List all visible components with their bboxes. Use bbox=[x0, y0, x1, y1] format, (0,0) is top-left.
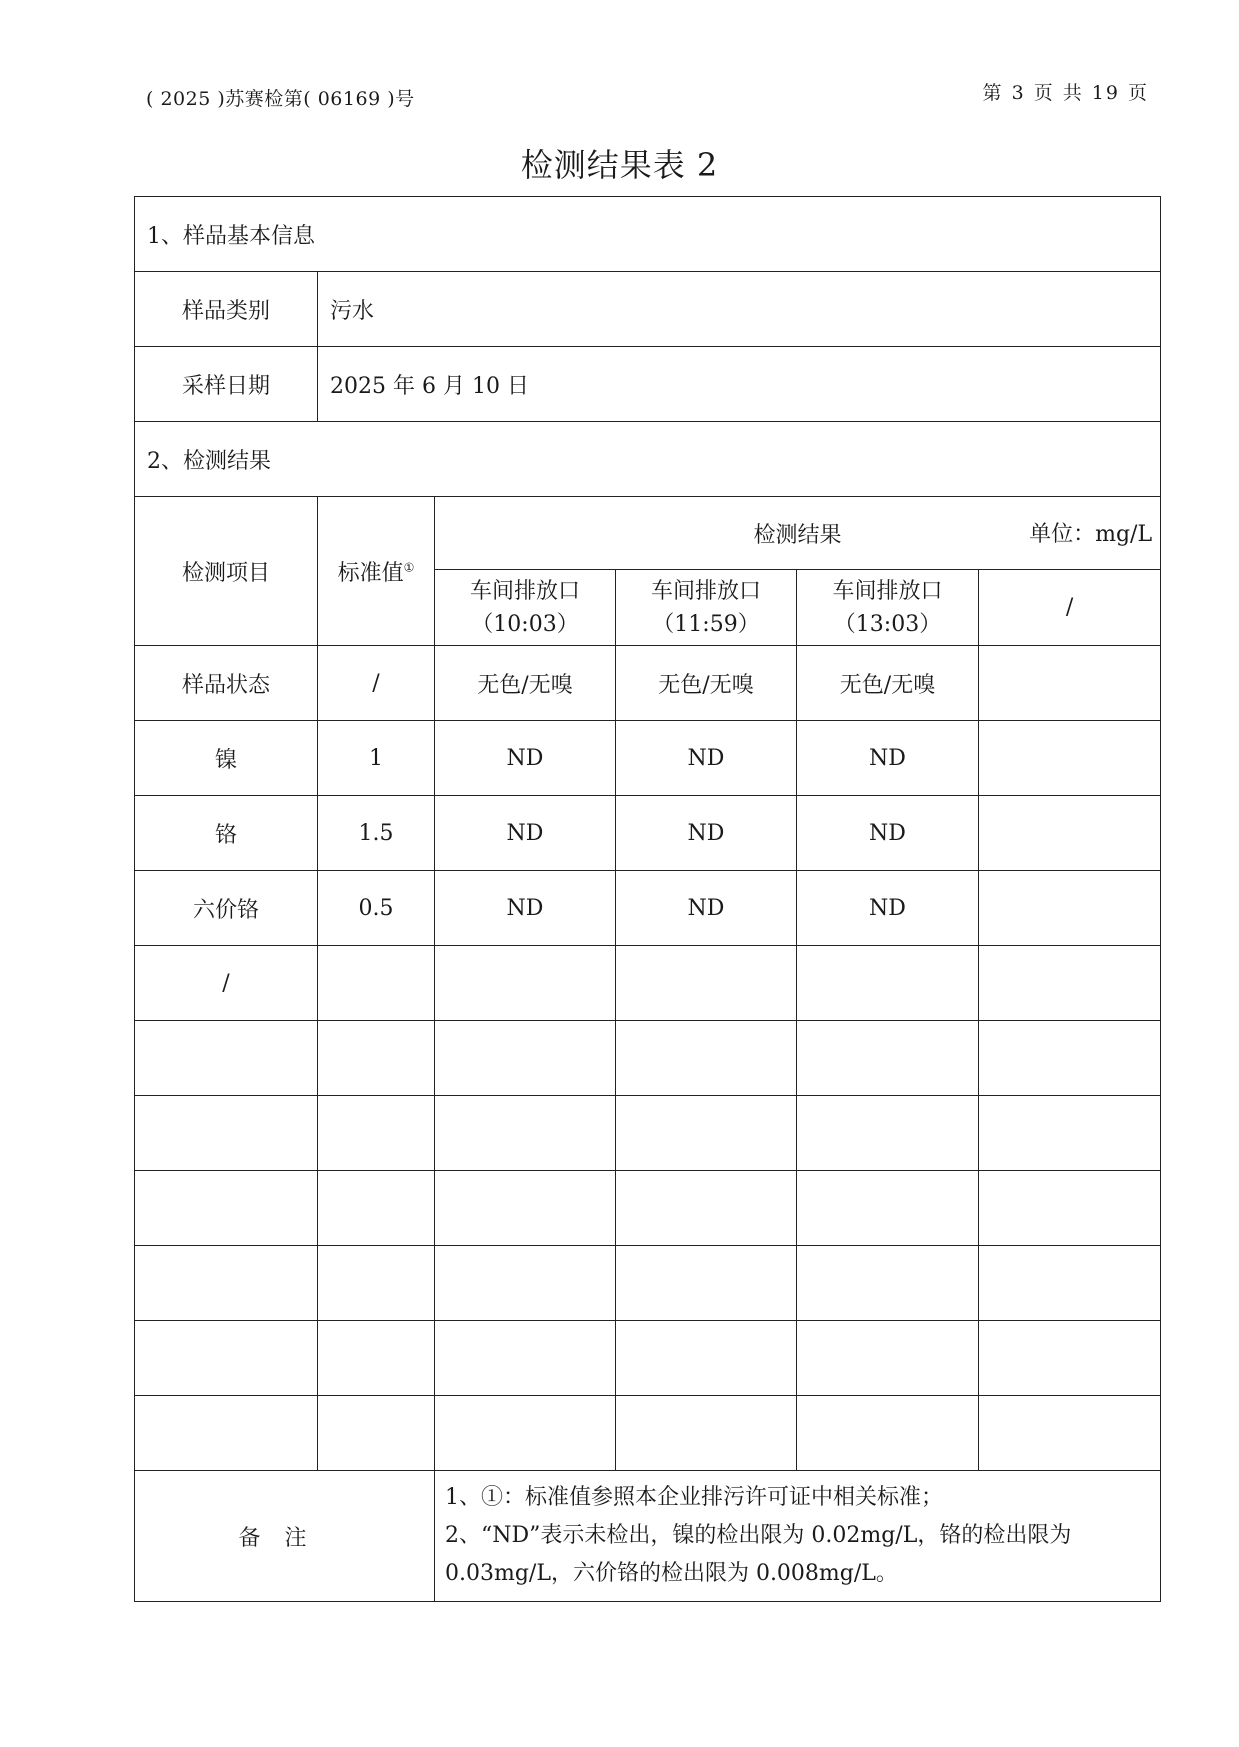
table-row bbox=[135, 1246, 1161, 1321]
row-result-3: 无色/无嗅 bbox=[797, 646, 979, 721]
sample-type-row bbox=[135, 272, 1161, 347]
row-result-3 bbox=[797, 1096, 979, 1171]
row-result-2: 无色/无嗅 bbox=[616, 646, 797, 721]
sampling-point-3: 车间排放口 （13:03） bbox=[797, 570, 979, 646]
row-result-3 bbox=[797, 946, 979, 1021]
remarks-label: 备注 bbox=[135, 1471, 435, 1602]
report-number: ( 2025 )苏赛检第( 06169 )号 bbox=[146, 88, 415, 110]
row-result-2 bbox=[616, 1171, 797, 1246]
row-standard: 0.5 bbox=[318, 871, 435, 946]
table-row bbox=[135, 946, 1161, 1021]
col-results-label: 检测结果 bbox=[753, 522, 842, 548]
row-item: 铬 bbox=[135, 796, 318, 871]
row-result-2: ND bbox=[616, 796, 797, 871]
row-result-2: ND bbox=[616, 871, 797, 946]
unit-label: 单位：mg/L bbox=[1029, 522, 1153, 547]
page-title: 检测结果表 2 bbox=[520, 146, 719, 184]
row-standard bbox=[318, 1321, 435, 1396]
row-result-1 bbox=[435, 1171, 616, 1246]
remark-line-1: 1、①：标准值参照本企业排污许可证中相关标准； bbox=[445, 1485, 943, 1510]
row-result-3 bbox=[797, 1396, 979, 1471]
row-standard: 1 bbox=[318, 721, 435, 796]
remarks-content bbox=[435, 1471, 1161, 1602]
section1-row bbox=[135, 197, 1161, 272]
table-row bbox=[135, 871, 1161, 946]
sampling-point-4: / bbox=[979, 570, 1161, 646]
row-item bbox=[135, 1246, 318, 1321]
row-result-2 bbox=[616, 946, 797, 1021]
sampling-point-1: 车间排放口 （10:03） bbox=[435, 570, 616, 646]
col-item-header: 检测项目 bbox=[135, 497, 318, 646]
section2-row bbox=[135, 422, 1161, 497]
row-item: / bbox=[135, 946, 318, 1021]
row-result-2 bbox=[616, 1096, 797, 1171]
remark-line-2: 2、“ND”表示未检出，镍的检出限为 0.02mg/L，铬的检出限为 0.03mg/L，六价铬的检出限为 0.008mg/L。 bbox=[445, 1523, 1072, 1586]
row-result-4 bbox=[979, 1321, 1161, 1396]
row-result-3 bbox=[797, 1246, 979, 1321]
row-result-4 bbox=[979, 721, 1161, 796]
row-standard bbox=[318, 1096, 435, 1171]
page-indicator: 第 3 页 共 19 页 bbox=[982, 82, 1149, 104]
row-result-1 bbox=[435, 1246, 616, 1321]
row-standard: 1.5 bbox=[318, 796, 435, 871]
row-result-1: ND bbox=[435, 796, 616, 871]
row-result-1: 无色/无嗅 bbox=[435, 646, 616, 721]
row-item bbox=[135, 1171, 318, 1246]
row-result-3 bbox=[797, 1021, 979, 1096]
col-standard-header bbox=[318, 497, 435, 646]
table-row bbox=[135, 1396, 1161, 1471]
row-result-1 bbox=[435, 1096, 616, 1171]
row-result-4 bbox=[979, 1021, 1161, 1096]
row-result-3 bbox=[797, 1171, 979, 1246]
table-row bbox=[135, 1021, 1161, 1096]
table-row bbox=[135, 646, 1161, 721]
row-standard bbox=[318, 1171, 435, 1246]
row-result-2: ND bbox=[616, 721, 797, 796]
row-standard bbox=[318, 1021, 435, 1096]
row-result-4 bbox=[979, 871, 1161, 946]
row-result-3: ND bbox=[797, 871, 979, 946]
row-result-1 bbox=[435, 946, 616, 1021]
table-row bbox=[135, 1321, 1161, 1396]
row-result-3: ND bbox=[797, 796, 979, 871]
results-table bbox=[134, 196, 1161, 1602]
standard-footnote-mark: ① bbox=[403, 560, 415, 575]
sample-type-label: 样品类别 bbox=[135, 272, 318, 347]
row-result-4 bbox=[979, 646, 1161, 721]
sample-date-value: 2025 年 6 月 10 日 bbox=[318, 347, 1161, 422]
table-row bbox=[135, 721, 1161, 796]
row-result-1: ND bbox=[435, 721, 616, 796]
row-result-2 bbox=[616, 1246, 797, 1321]
table-row bbox=[135, 796, 1161, 871]
row-result-3: ND bbox=[797, 721, 979, 796]
row-item bbox=[135, 1021, 318, 1096]
sampling-point-2: 车间排放口 （11:59） bbox=[616, 570, 797, 646]
row-result-3 bbox=[797, 1321, 979, 1396]
row-result-1: ND bbox=[435, 871, 616, 946]
row-item bbox=[135, 1321, 318, 1396]
sample-type-value: 污水 bbox=[318, 272, 1161, 347]
sample-date-row bbox=[135, 347, 1161, 422]
row-result-2 bbox=[616, 1021, 797, 1096]
row-item: 镍 bbox=[135, 721, 318, 796]
row-result-4 bbox=[979, 1096, 1161, 1171]
row-result-4 bbox=[979, 946, 1161, 1021]
section1-title: 1、样品基本信息 bbox=[135, 197, 1161, 272]
row-standard bbox=[318, 946, 435, 1021]
row-item bbox=[135, 1396, 318, 1471]
table-row bbox=[135, 1171, 1161, 1246]
row-result-4 bbox=[979, 1396, 1161, 1471]
row-result-4 bbox=[979, 1246, 1161, 1321]
sample-date-label: 采样日期 bbox=[135, 347, 318, 422]
row-result-4 bbox=[979, 796, 1161, 871]
row-result-1 bbox=[435, 1021, 616, 1096]
row-standard: / bbox=[318, 646, 435, 721]
table-row bbox=[135, 1096, 1161, 1171]
row-item bbox=[135, 1096, 318, 1171]
col-results-header bbox=[435, 497, 1161, 570]
row-item: 样品状态 bbox=[135, 646, 318, 721]
row-result-1 bbox=[435, 1396, 616, 1471]
remarks-row bbox=[135, 1471, 1161, 1602]
results-header-row bbox=[135, 497, 1161, 570]
col-standard-label: 标准值 bbox=[337, 560, 404, 586]
row-result-1 bbox=[435, 1321, 616, 1396]
row-standard bbox=[318, 1246, 435, 1321]
row-result-2 bbox=[616, 1321, 797, 1396]
row-result-4 bbox=[979, 1171, 1161, 1246]
section2-title: 2、检测结果 bbox=[135, 422, 1161, 497]
row-item: 六价铬 bbox=[135, 871, 318, 946]
row-result-2 bbox=[616, 1396, 797, 1471]
row-standard bbox=[318, 1396, 435, 1471]
